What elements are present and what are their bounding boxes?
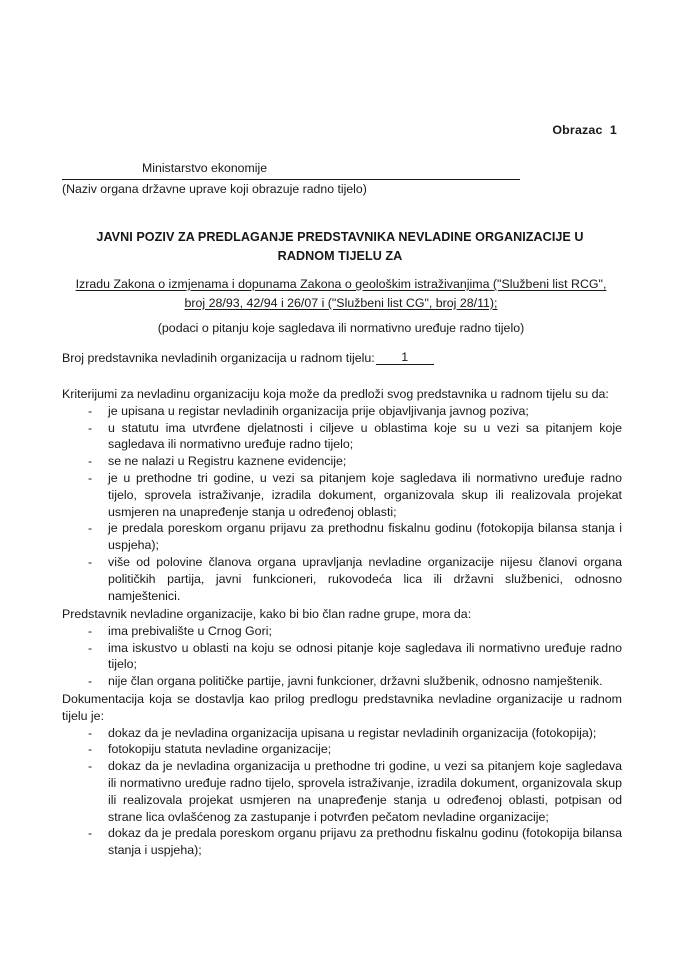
issuing-authority-caption: (Naziv organa državne uprave koji obrazuje radno tijelo) (62, 182, 367, 196)
subject-heading-text: Izradu Zakona o izmjenama i dopunama Zakona o geološkim istraživanjima ("Službeni list RCG", broj 28/93, 42/94 i 26/07 i ("Službeni list CG", broj 28/11); (75, 277, 607, 310)
documentation-lead: Dokumentacija koja se dostavlja kao prilog predlogu predstavnika nevladine organizacije u radnom tijelu je: (62, 692, 622, 723)
representative-count-value: 1 (376, 350, 434, 365)
list-item: - je predala poreskom organu prijavu za prethodnu fiskalnu godinu (fotokopija bilansa stanja i uspjeha); (62, 520, 622, 554)
list-item: - dokaz da je predala poreskom organu prijavu za prethodnu fiskalnu godinu (fotokopija bilansa stanja i uspjeha); (62, 825, 622, 859)
list-item: - ima iskustvo u oblasti na koju se odnosi pitanje koje sagledava ili normativno uređuje radno tijelo; (62, 640, 622, 674)
criteria-list (62, 403, 622, 605)
subject-note: (podaci o pitanju koje sagledava ili normativno uređuje radno tijelo) (157, 321, 525, 335)
representative-section (62, 606, 622, 690)
page-title: JAVNI POZIV ZA PREDLAGANJE PREDSTAVNIKA NEVLADINE ORGANIZACIJE U RADNOM TIJELU ZA (96, 230, 584, 263)
list-item: - dokaz da je nevladina organizacija upisana u registar nevladinih organizacija (fotokopija); (62, 725, 622, 742)
documentation-section (62, 691, 622, 859)
list-item: - dokaz da je nevladina organizacija u prethodne tri godine, u vezi sa pitanjem koje sagledava ili normativno uređuje radno tijelo, sprovela istraživanje, izradila dokument, organizovala skup ili realizovala projekat usmjeren na unapređenje stanja u određenoj oblasti, potpisan od strane lica ovlašćenog za zastupanje i potvrđen pečatom nevladine organizacije; (62, 758, 622, 825)
list-item: - više od polovine članova organa upravljanja nevladine organizacije nijesu članovi organa političkih partija, javni funkcioneri, rukovodeća lica ili državni službenici, odnosno namještenici. (62, 554, 622, 604)
list-item: - u statutu ima utvrđene djelatnosti i ciljeve u oblastima koje su u vezi sa pitanjem koje sagledava ili normativno uređuje radno tijelo; (62, 420, 622, 454)
criteria-section (62, 386, 622, 604)
list-item: - se ne nalazi u Registru kaznene evidencije; (62, 453, 622, 470)
issuing-authority-fill-line (62, 160, 520, 180)
representative-list (62, 623, 622, 690)
form-code-label: Obrazac 1 (552, 123, 617, 137)
list-item: - nije član organa političke partije, javni funkcioner, državni službenik, odnosno namještenik. (62, 673, 622, 690)
list-item: - je upisana u registar nevladinih organizacija prije objavljivanja javnog poziva; (62, 403, 622, 420)
representative-count-label: Broj predstavnika nevladinih organizacija u radnom tijelu: (62, 351, 375, 365)
list-item: - fotokopiju statuta nevladine organizacije; (62, 741, 622, 758)
documentation-list (62, 725, 622, 859)
issuing-authority-name: Ministarstvo ekonomije (142, 161, 268, 175)
issuing-authority-block (62, 160, 622, 196)
representative-lead: Predstavnik nevladine organizacije, kako bi bio član radne grupe, mora da: (62, 607, 472, 621)
list-item: - ima prebivalište u Crnog Gori; (62, 623, 622, 640)
list-item: - je u prethodne tri godine, u vezi sa pitanjem koje sagledava ili normativno uređuje radno tijelo, sprovela istraživanje, izradila dokument, organizovala skup ili realizovala projekat usmjeren na unapređenje stanja u određenoj oblasti; (62, 470, 622, 520)
subject-heading (70, 275, 612, 312)
representative-count-line (62, 351, 434, 366)
criteria-lead: Kriterijumi za nevladinu organizaciju koja može da predloži svog predstavnika u radnom tijelu su da: (62, 387, 609, 401)
